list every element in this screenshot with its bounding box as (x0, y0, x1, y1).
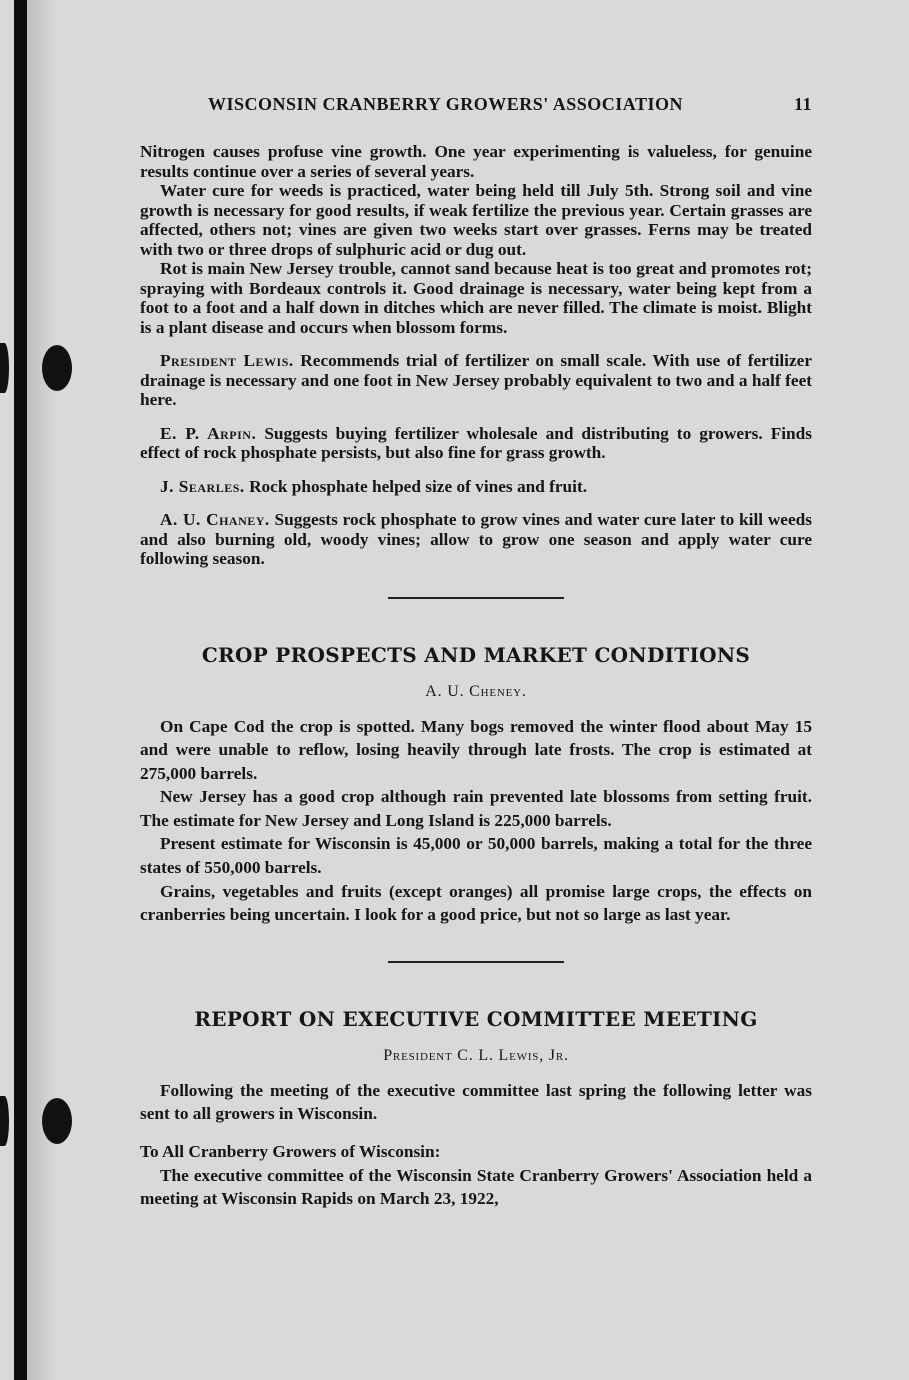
discussion-paragraph: Rot is main New Jersey trouble, cannot sand because heat is too great and promotes rot; spraying with Bordeaux controls it. Good drainage is necessary, water being kept from a foot to a foot and a half down in ditches which are never filled. The climate is moist. Blight is a plant disease and occurs when blossom forms. (140, 259, 812, 337)
section-divider (388, 961, 564, 963)
section-heading-crop-prospects: CROP PROSPECTS AND MARKET CONDITIONS (201, 642, 751, 667)
speaker-name: A. U. Chaney. (160, 510, 270, 529)
punch-hole-upper (42, 345, 72, 391)
speech-text: Suggests buying fertilizer wholesale and distributing to growers. Finds effect of rock phosphate persists, but also fine for grass growth. (140, 423, 812, 462)
speech-paragraph (140, 424, 812, 463)
page-content (140, 90, 812, 1211)
crop-section-text (140, 715, 812, 927)
committee-intro: Following the meeting of the executive committee last spring the following letter was sent to all growers in Wisconsin. (140, 1080, 812, 1124)
section-heading-executive-committee: REPORT ON EXECUTIVE COMMITTEE MEETING (194, 1006, 758, 1031)
section-byline: A. U. Cheney. (425, 682, 527, 700)
running-head (140, 90, 812, 120)
discussion-text (140, 142, 812, 569)
crop-paragraph: On Cape Cod the crop is spotted. Many bogs removed the winter flood about May 15 and were unable to reflow, losing heavily through late frosts. The crop is estimated at 275,000 barrels. (140, 716, 812, 783)
speaker-name: E. P. Arpin. (160, 423, 257, 443)
speech-text: Rock phosphate helped size of vines and fruit. (249, 476, 588, 496)
crop-paragraph: New Jersey has a good crop although rain prevented late blossoms from setting fruit. The estimate for New Jersey and Long Island is 225,000 barrels. (140, 787, 812, 830)
speech-paragraph (140, 510, 812, 569)
speaker-name: J. Searles. (160, 476, 245, 496)
speaker-name: President Lewis. (160, 351, 294, 370)
speech-text: Recommends trial of fertilizer on small scale. With use of fertilizer drainage is necessary and one foot in New Jersey probably equivalent to two and a half feet here. (140, 351, 812, 409)
speech-paragraph (140, 477, 812, 497)
punch-hole-edge-lower (0, 1096, 9, 1146)
binding-edge (14, 0, 27, 1380)
discussion-paragraph: Water cure for weeds is practiced, water being held till July 5th. Strong soil and vine growth is necessary for good results, if weak fertilize the previous year. Certain grasses are affected, others not; vines are given two weeks start over grasses. Ferns may be treated with two or three drops of sulphuric acid or dug out. (140, 181, 812, 259)
page-number: 11 (793, 94, 812, 114)
committee-section-text (140, 1079, 812, 1211)
punch-hole-lower (42, 1098, 72, 1144)
section-divider (388, 597, 564, 599)
letter-address: To All Cranberry Growers of Wisconsin: (140, 1142, 441, 1162)
running-title: WISCONSIN CRANBERRY GROWERS' ASSOCIATION (208, 94, 683, 114)
section-byline: President C. L. Lewis, Jr. (383, 1046, 569, 1064)
crop-paragraph: Present estimate for Wisconsin is 45,000 or 50,000 barrels, making a total for the three states of 550,000 barrels. (140, 834, 812, 878)
page-shadow (27, 0, 57, 1380)
letter-start: The executive committee of the Wisconsin State Cranberry Growers' Association held a meeting at Wisconsin Rapids on March 23, 1922, (140, 1165, 812, 1209)
discussion-paragraph: Nitrogen causes profuse vine growth. One year experimenting is valueless, for genuine results continue over a series of several years. (140, 142, 812, 181)
speech-text: Suggests rock phosphate to grow vines and water cure later to kill weeds and also burning old, woody vines; allow to grow one season and apply water cure following season. (140, 510, 812, 568)
speech-paragraph (140, 351, 812, 410)
crop-paragraph: Grains, vegetables and fruits (except oranges) all promise large crops, the effects on cranberries being uncertain. I look for a good price, but not so large as last year. (140, 881, 812, 925)
punch-hole-edge-upper (0, 343, 9, 393)
